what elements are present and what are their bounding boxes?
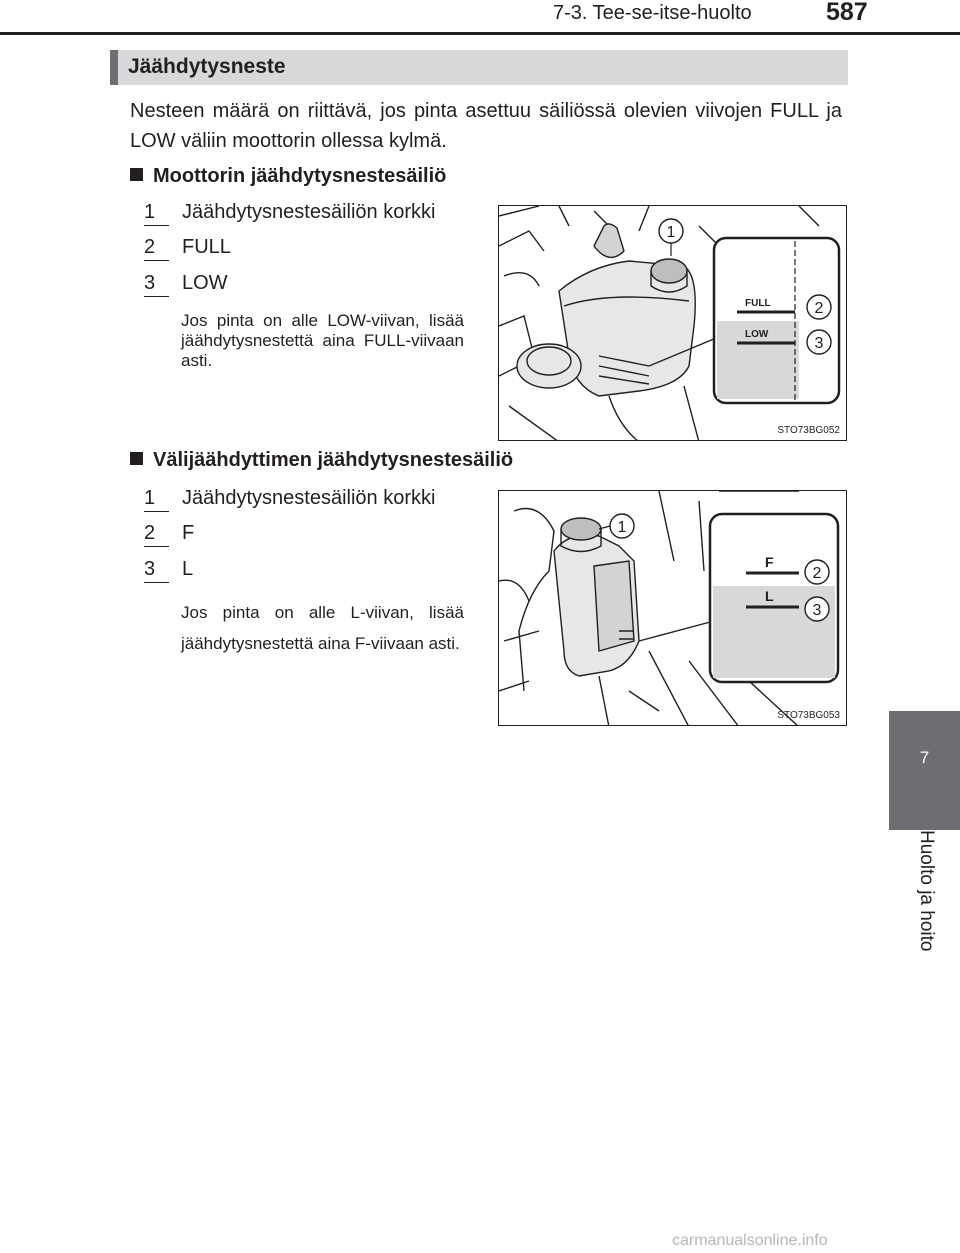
header-divider <box>0 32 960 35</box>
callout-number: 3 <box>812 602 822 619</box>
chapter-label-container <box>889 830 960 1030</box>
chapter-label: Huolto ja hoito <box>916 830 937 952</box>
item-label: F <box>182 522 195 544</box>
footer-watermark: carmanualsonline.info <box>672 1232 828 1249</box>
item-label: Jäähdytysnestesäiliön korkki <box>182 487 436 509</box>
list-item <box>144 487 435 512</box>
item-label: FULL <box>182 236 231 258</box>
engine-reservoir-figure <box>498 205 847 441</box>
item-number: 1 <box>144 487 169 512</box>
list-item <box>144 236 231 261</box>
item-label: Jäähdytysnestesäiliön korkki <box>182 201 436 223</box>
engine-reservoir-illustration <box>499 206 847 441</box>
intro-paragraph: Nesteen määrä on riittävä, jos pinta asettuu säiliössä olevien viivojen FULL ja LOW väliin moottorin ollessa kylmä. <box>130 100 842 152</box>
callout-number: 1 <box>666 224 676 241</box>
section-title-bar <box>110 50 848 85</box>
callout-number: 1 <box>617 519 627 536</box>
list-item <box>144 522 194 547</box>
square-bullet-icon <box>130 452 143 465</box>
item-number: 1 <box>144 201 169 226</box>
intercooler-reservoir-figure <box>498 490 847 726</box>
header-title: 7-3. Tee-se-itse-huolto <box>553 2 752 24</box>
intercooler-reservoir-heading: Välijäähdyttimen jäähdytysnestesäiliö <box>130 449 513 472</box>
item-number: 2 <box>144 522 169 547</box>
list-item <box>144 272 228 297</box>
full-mark-label: FULL <box>745 298 771 309</box>
callout-number: 2 <box>812 565 822 582</box>
low-mark-label: L <box>765 588 774 604</box>
section-title: Jäähdytysneste <box>128 55 286 78</box>
engine-reservoir-heading: Moottorin jäähdytysnestesäiliö <box>130 165 446 188</box>
item-number: 3 <box>144 272 169 297</box>
engine-reservoir-note: Jos pinta on alle LOW-viivan, lisää jäähdytysnestettä aina FULL-viivaan asti. <box>181 311 464 370</box>
page-number: 587 <box>826 0 868 26</box>
intercooler-reservoir-illustration <box>499 491 847 726</box>
item-label: L <box>182 558 194 580</box>
list-item <box>144 558 193 583</box>
full-mark-label: F <box>765 554 774 570</box>
chapter-tab <box>889 711 960 830</box>
item-label: LOW <box>182 272 228 294</box>
callout-number: 2 <box>814 300 824 317</box>
list-item <box>144 201 435 226</box>
item-number: 2 <box>144 236 169 261</box>
intercooler-reservoir-note: Jos pinta on alle L-viivan, lisää jäähdytysnestettä aina F-viivaan asti. <box>181 603 464 653</box>
figure-code: STO73BG053 <box>777 710 840 721</box>
item-number: 3 <box>144 558 169 583</box>
low-mark-label: LOW <box>745 329 769 340</box>
callout-number: 3 <box>814 335 824 352</box>
figure-code: STO73BG052 <box>777 425 840 436</box>
chapter-number: 7 <box>919 748 930 767</box>
square-bullet-icon <box>130 168 143 181</box>
